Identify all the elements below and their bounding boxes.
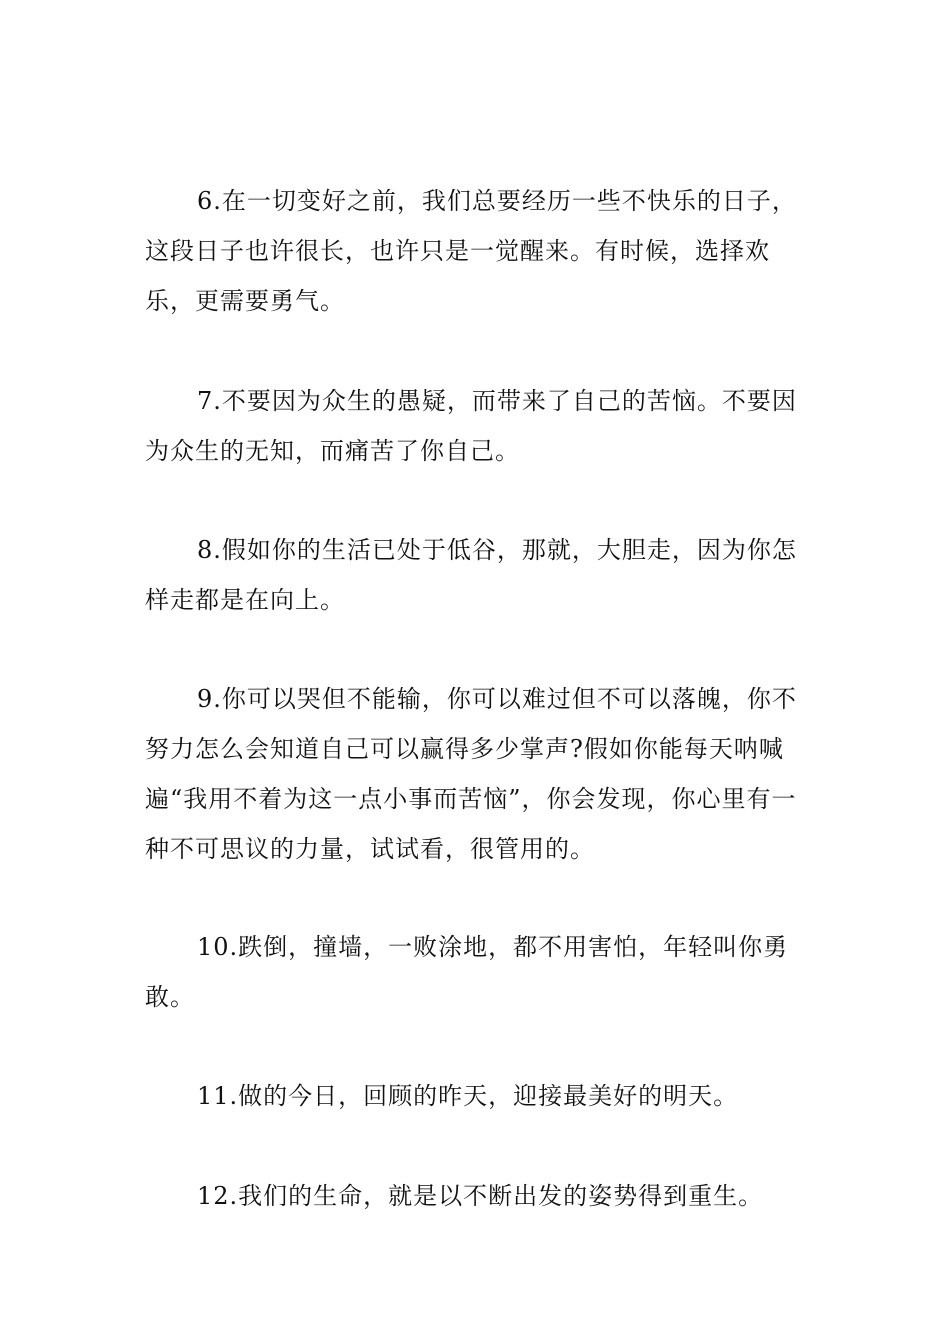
paragraph-8: 8.假如你的生活已处于低谷，那就，大胆走，因为你怎样走都是在向上。	[145, 536, 797, 614]
paragraph-7: 7.不要因为众生的愚疑，而带来了自己的苦恼。不要因为众生的无知，而痛苦了你自己。	[145, 387, 797, 465]
paragraph-9: 9.你可以哭但不能输，你可以难过但不可以落魄，你不努力怎么会知道自己可以赢得多少掌声?假如你能每天呐喊遍“我用不着为这一点小事而苦恼”，你会发现，你心里有一种不可思议的力量，试试看，很管用的。	[145, 685, 797, 863]
paragraph-10: 10.跌倒，撞墙，一败涂地，都不用害怕，年轻叫你勇敢。	[145, 933, 789, 1011]
paragraph-6: 6.在一切变好之前，我们总要经历一些不快乐的日子，这段日子也许很长，也许只是一觉醒来。有时候，选择欢乐，更需要勇气。	[145, 187, 797, 315]
paragraph-12: 12.我们的生命，就是以不断出发的姿势得到重生。	[197, 1182, 764, 1210]
paragraph-11: 11.做的今日，回顾的昨天，迎接最美好的明天。	[197, 1082, 739, 1110]
